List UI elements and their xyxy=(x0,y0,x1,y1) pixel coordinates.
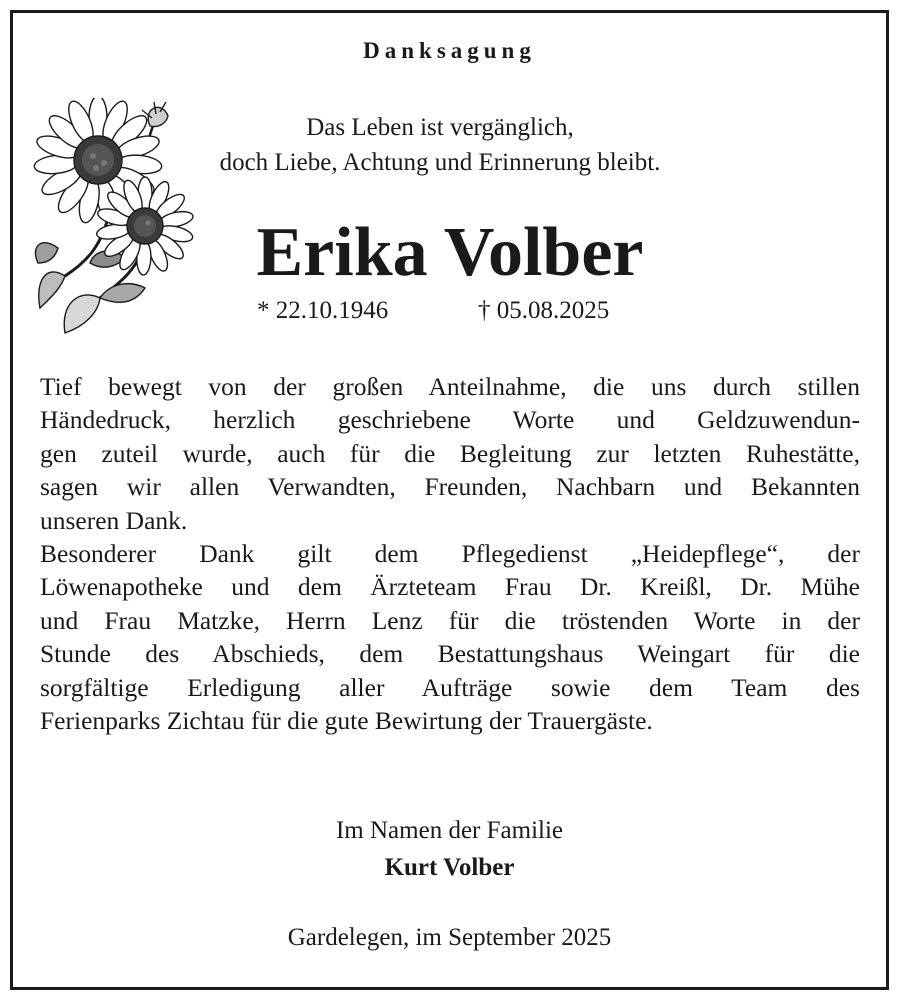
text-line: Händedruck, herzlich geschriebene Worte und Geldzuwendun- xyxy=(40,405,860,435)
motto xyxy=(190,110,690,180)
motto-line: Das Leben ist vergänglich, xyxy=(306,114,574,141)
text-line: Stunde des Abschieds, dem Bestattungshaus Weingart für die xyxy=(40,639,860,669)
text-line: Ferienparks Zichtau für die gute Bewirtung der Trauergäste. xyxy=(40,705,653,735)
notice-heading: Danksagung xyxy=(363,38,536,63)
deceased-name: Erika Volber xyxy=(256,214,644,291)
text-line: gen zuteil wurde, auch für die Begleitung zur letzten Ruhestätte, xyxy=(40,438,860,468)
birth-date: * 22.10.1946 xyxy=(257,297,389,324)
signer-name: Kurt Volber xyxy=(384,854,515,881)
text-line: und Frau Matzke, Herrn Lenz für die tröstenden Worte in der xyxy=(40,605,860,635)
text-line: Tief bewegt von der großen Anteilnahme, die uns durch stillen xyxy=(40,372,860,401)
signoff xyxy=(0,812,899,886)
text-line: sorgfältige Erledigung aller Aufträge sowie dem Team des xyxy=(40,672,860,702)
text-line: unseren Dank. xyxy=(40,505,188,535)
text-line: Löwenapotheke und dem Ärzteteam Frau Dr. Kreißl, Dr. Mühe xyxy=(40,572,860,602)
text-line: Besonderer Dank gilt dem Pflegedienst „Heidepflege“, der xyxy=(40,538,860,568)
thanks-text xyxy=(40,370,860,737)
signoff-intro: Im Namen der Familie xyxy=(335,817,563,844)
death-date: † 05.08.2025 xyxy=(478,297,610,324)
motto-line: doch Liebe, Achtung und Erinnerung bleibt. xyxy=(219,149,661,176)
place-date: Gardelegen, im September 2025 xyxy=(287,924,612,951)
text-line: sagen wir allen Verwandten, Freunden, Nachbarn und Bekannten xyxy=(40,472,860,502)
